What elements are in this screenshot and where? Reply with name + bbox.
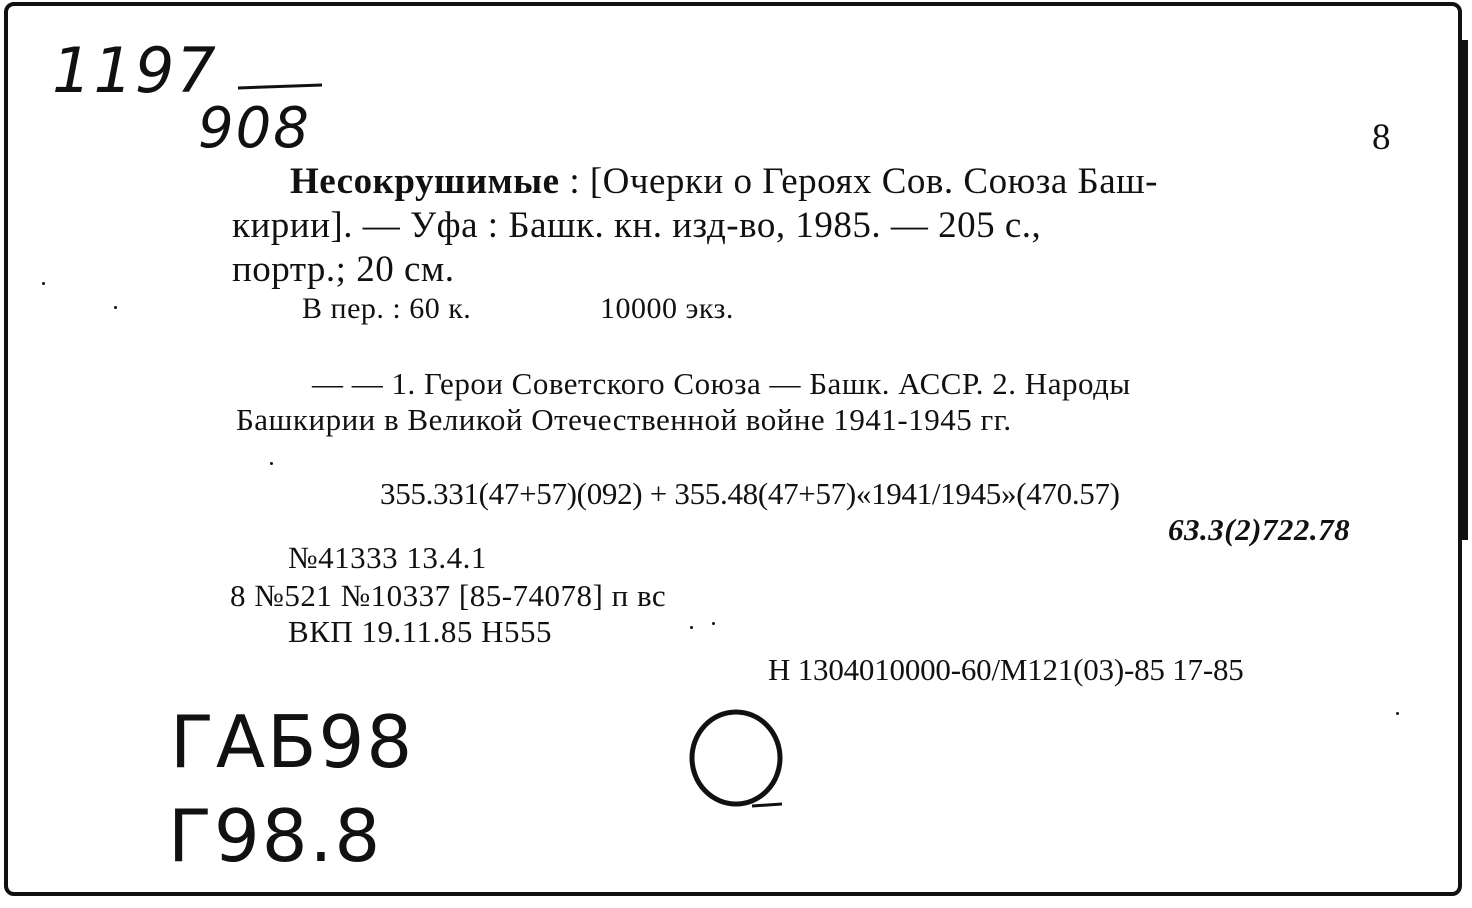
code-line-3: ВКП 19.11.85 Н555 [288,614,552,649]
title-line-1 [290,160,1158,203]
title-line-2: кирии]. — Уфа : Башк. кн. изд-во, 1985. — 205 с., [232,205,1042,246]
udc-index: 355.331(47+57)(092) + 355.48(47+57)«1941/1945»(470.57) [380,476,1120,511]
subjects-line-1: — — 1. Герои Советского Союза — Башк. АССР. 2. Народы [312,366,1131,401]
handwritten-fraction-line [236,82,326,92]
speck [42,282,45,285]
card-edge [1462,40,1468,540]
code-line-2: 8 №521 №10337 [85-74078] п вс [230,578,667,613]
speck [114,306,117,309]
punch-hole-circle [682,706,794,818]
title-bold: Несокрушимые [290,161,560,202]
handwritten-bottom-code-2: Г98.8 [168,794,383,878]
corner-number: 8 [1372,117,1391,158]
speck [270,462,273,465]
speck [712,622,715,625]
speck [1396,712,1399,715]
code-line-1: №41333 13.4.1 [288,540,487,575]
code-line-4: Н 1304010000-60/М121(03)-85 17-85 [768,652,1244,687]
bbk-index: 63.3(2)722.78 [1168,512,1351,547]
subjects-line-2: Башкирии в Великой Отечественной войне 1941-1945 гг. [236,402,1012,437]
price: В пер. : 60 к. [302,292,472,325]
speck [690,626,693,629]
handwritten-bottom-code-1: ГАБ98 [170,700,415,784]
handwritten-top-sub: 908 [198,96,311,161]
title-rest: : [Очерки о Героях Сов. Союза Баш- [559,161,1158,202]
title-line-3: портр.; 20 см. [232,249,455,290]
handwritten-top-code: 1197 [52,34,218,107]
copies: 10000 экз. [600,292,734,325]
